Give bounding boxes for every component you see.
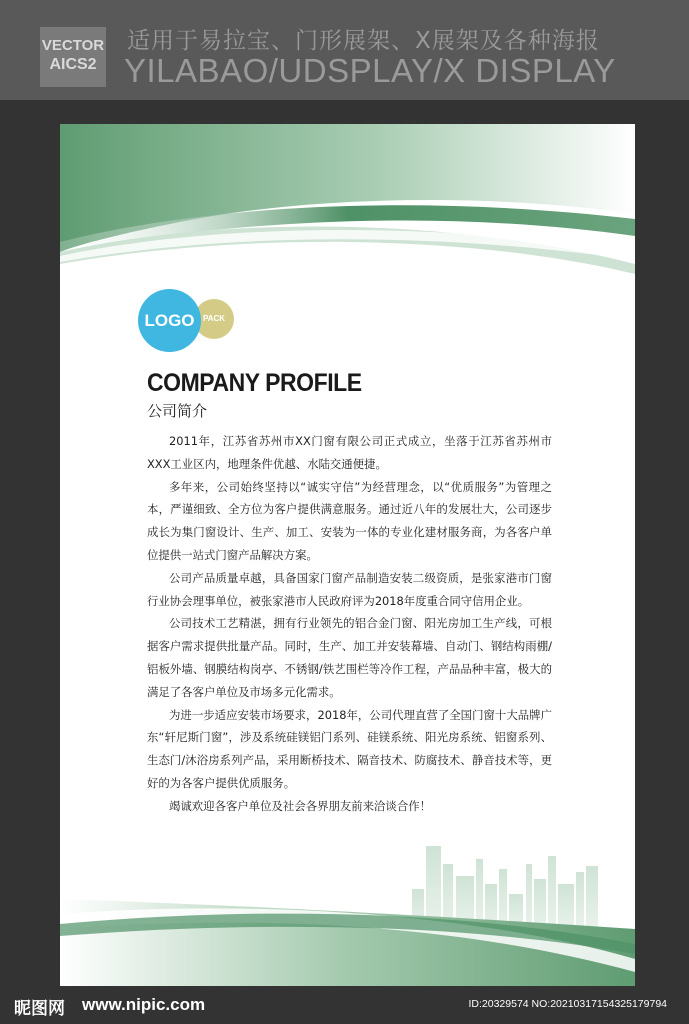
paragraph: 为进一步适应安装市场要求，2018年，公司代理直营了全国门窗十大品牌广东“轩尼斯门窗”，涉及系统硅镁铝门系列、硅镁系统、阳光房系统、铝窗系列、生态门/沐浴房系列产品，采用断桥技术、隔音技术、防腐技术、静音技术等，更好的为各客户提供优质服务。 (147, 707, 552, 790)
badge-line2: AICS2 (49, 56, 97, 73)
paragraph: 多年来，公司始终坚持以“诚实守信”为经营理念，以“优质服务”为管理之本，严谨细致、全方位为客户提供满意服务。通过近八年的发展壮大，公司逐步成长为集门窗设计、生产、加工、安装为一体的专业化建材服务商，为各客户单位提供一站式门窗产品解决方案。 (147, 479, 552, 562)
profile-body (147, 430, 552, 818)
vector-badge (40, 27, 106, 87)
banner-title-cn: 适用于易拉宝、门形展架、X展架及各种海报 (127, 28, 600, 54)
paragraph: 公司技术工艺精湛，拥有行业领先的铝合金门窗、阳光房加工生产线，可根据客户需求提供批量产品。同时，生产、加工并安装幕墙、自动门、钢结构雨棚/铝板外墙、钢膜结构岗亭、不锈钢/铁艺围栏等冷作工程，产品品种丰富，极大的满足了各客户单位及市场多元化需求。 (147, 616, 552, 699)
company-profile-subtitle: 公司简介 (147, 402, 208, 420)
top-banner (0, 0, 689, 100)
badge-line1: VECTOR (41, 37, 105, 54)
paragraph: 2011年，江苏省苏州市XX门窗有限公司正式成立，坐落于江苏省苏州市XXX工业区内，地理条件优越、水陆交通便捷。 (147, 434, 552, 471)
nipic-logo: 昵图网 (14, 999, 65, 1019)
poster (60, 124, 635, 986)
nipic-url[interactable]: www.nipic.com (82, 995, 206, 1014)
image-id-text: ID:20329574 NO:20210317154325179794 (468, 998, 667, 1010)
logo-text: LOGO (144, 311, 195, 330)
paragraph: 公司产品质量卓越，具备国家门窗产品制造安装二级资质，是张家港市门窗行业协会理事单位，被张家港市人民政府评为2018年度重合同守信用企业。 (147, 570, 552, 608)
banner-title-en: YILABAO/UDSPLAY/X DISPLAY (124, 52, 616, 89)
pack-text: PACK (202, 314, 226, 323)
company-logo (138, 289, 201, 352)
paragraph: 竭诚欢迎各客户单位及社会各界朋友前来洽谈合作！ (169, 798, 431, 813)
company-profile-title: COMPANY PROFILE (147, 369, 362, 397)
